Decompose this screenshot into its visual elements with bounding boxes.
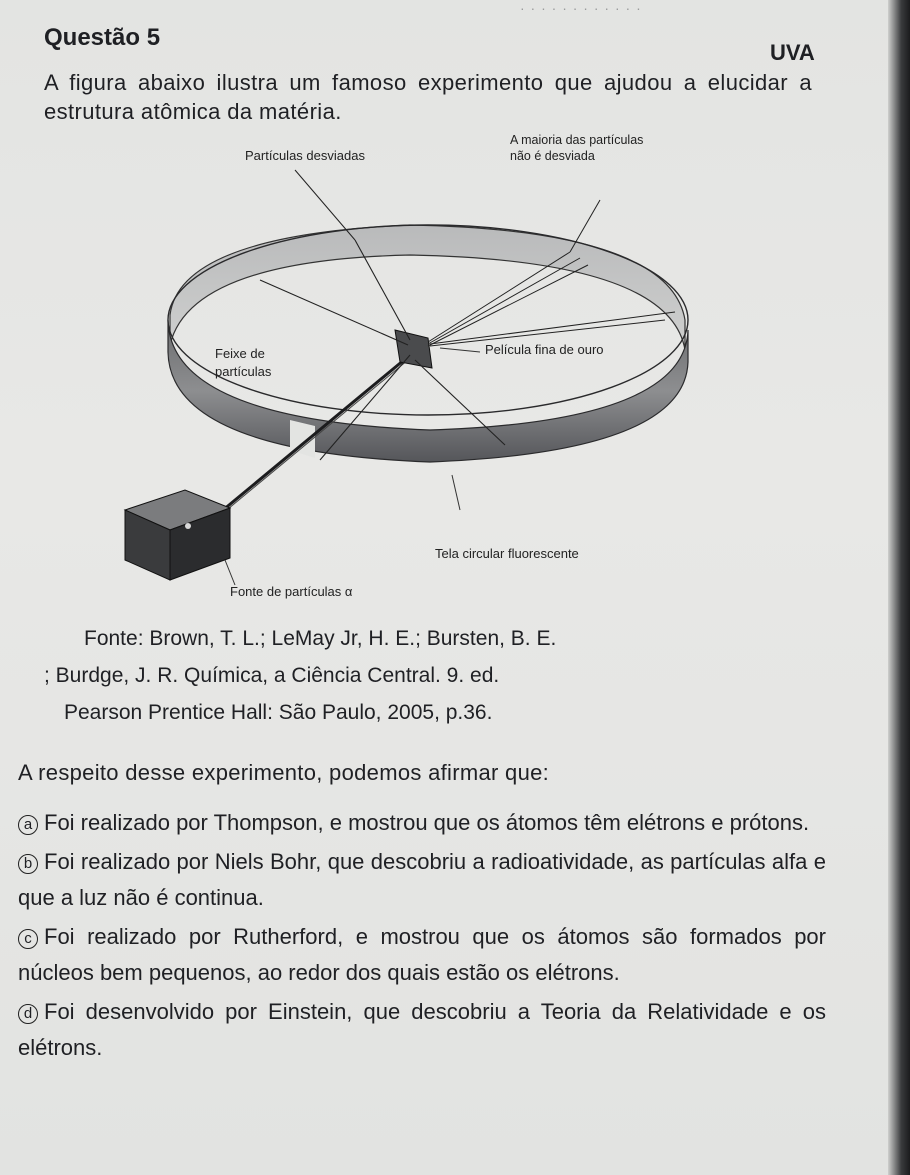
option-c[interactable]	[18, 919, 826, 991]
exam-tag: UVA	[770, 40, 815, 65]
label-most-line2: não é desviada	[510, 149, 595, 163]
label-deflected: Partículas desviadas	[245, 148, 365, 163]
label-most-line1: A maioria das partículas	[510, 133, 644, 147]
cropped-top-text: · · · · · · · · · · · ·	[520, 0, 642, 16]
option-a-letter: a	[18, 815, 38, 835]
deflected-ray	[260, 280, 408, 345]
gold-foil	[395, 330, 432, 368]
label-beam-line1: Feixe de	[215, 346, 265, 361]
figure-caption	[44, 620, 824, 731]
intro-text: A figura abaixo ilustra um famoso experimento que ajudou a elucidar a estrutura atômica da matéria.	[44, 70, 812, 124]
question-prompt: A respeito desse experimento, podemos afirmar que:	[18, 760, 550, 785]
label-source: Fonte de partículas α	[230, 584, 353, 599]
option-b-letter: b	[18, 854, 38, 874]
caption-line-2: ; Burdge, J. R. Química, a Ciência Central. 9. ed.	[44, 664, 500, 687]
option-d-text: Foi desenvolvido por Einstein, que descobriu a Teoria da Relatividade e os elétrons.	[18, 999, 826, 1060]
page-edge-shadow	[888, 0, 910, 1175]
experiment-diagram	[110, 130, 730, 615]
answer-options	[18, 805, 826, 1069]
caption-line-1: Fonte: Brown, T. L.; LeMay Jr, H. E.; Bursten, B. E.	[84, 627, 557, 650]
alpha-source-box	[125, 490, 230, 580]
rutherford-experiment-figure	[110, 130, 730, 615]
label-beam-line2: partículas	[215, 364, 272, 379]
option-b-text: Foi realizado por Niels Bohr, que descobriu a radioatividade, as partículas alfa e que a luz não é continua.	[18, 849, 826, 910]
undeflected-ray	[430, 312, 675, 344]
question-title: Questão 5	[44, 24, 161, 51]
option-b[interactable]	[18, 844, 826, 916]
screen-back-wall	[170, 225, 685, 350]
undeflected-ray	[428, 258, 580, 344]
option-a[interactable]	[18, 805, 826, 841]
option-d-letter: d	[18, 1004, 38, 1024]
option-a-text: Foi realizado por Thompson, e mostrou que os átomos têm elétrons e prótons.	[44, 810, 810, 835]
label-screen: Tela circular fluorescente	[435, 546, 579, 561]
option-c-letter: c	[18, 929, 38, 949]
option-c-text: Foi realizado por Rutherford, e mostrou que os átomos são formados por núcleos bem pequenos, ao redor dos quais estão os elétrons.	[18, 924, 826, 985]
label-foil: Película fina de ouro	[485, 342, 604, 357]
option-d[interactable]	[18, 994, 826, 1066]
caption-line-3: Pearson Prentice Hall: São Paulo, 2005, p.36.	[64, 701, 493, 724]
